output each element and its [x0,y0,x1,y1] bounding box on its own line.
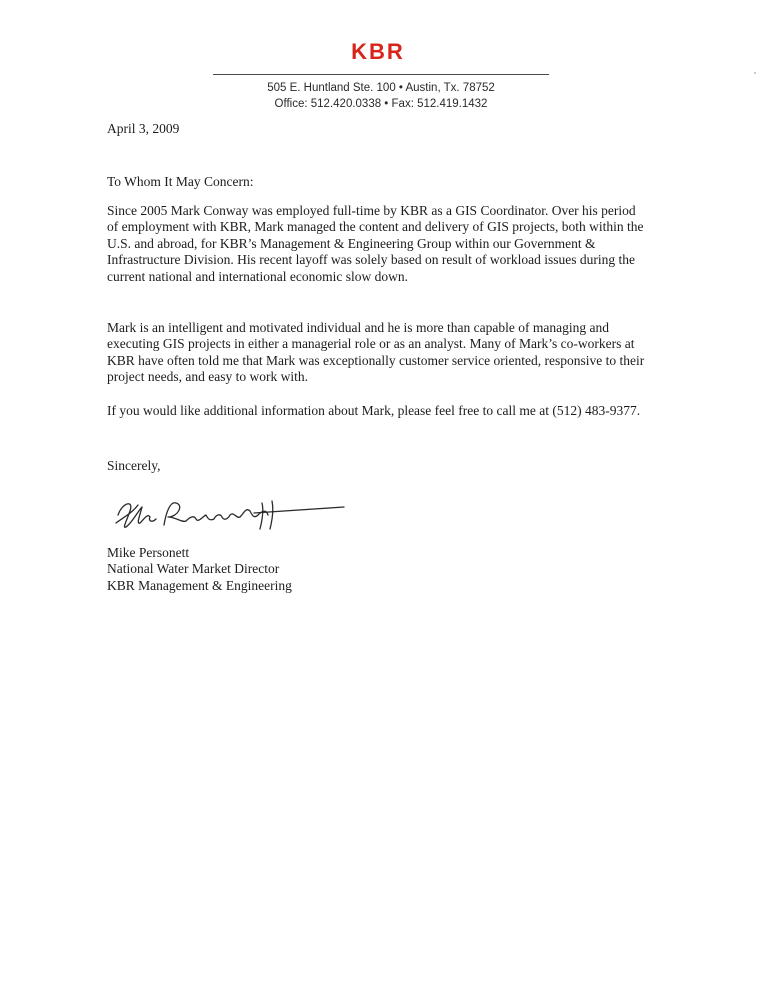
letter-closing: Sincerely, [107,458,161,473]
letterhead-rule [213,74,549,75]
letter-paragraph: Mark is an intelligent and motivated individual and he is more than capable of managing and executing GIS projects in either a managerial role or as an analyst. Many of Mark’s co-workers at KBR have often told me that Mark was exceptionally customer service oriented, responsive to their project needs, and easy to work with. [107,320,645,385]
scan-speck [754,72,756,74]
letter-date: April 3, 2009 [107,121,180,136]
letterhead-address: 505 E. Huntland Ste. 100 • Austin, Tx. 78752 [267,82,495,94]
letterhead-contact: Office: 512.420.0338 • Fax: 512.419.1432 [274,98,488,110]
kbr-logo: KBR [351,39,405,64]
signature-block [107,545,647,594]
signer-name: Mike Personett [107,545,190,560]
letter-paragraph: If you would like additional information about Mark, please feel free to call me at (512) 483-9377. [107,403,641,418]
letter-paragraph: Since 2005 Mark Conway was employed full-time by KBR as a GIS Coordinator. Over his period of employment with KBR, Mark managed the content and delivery of GIS projects, both within the U.S. and abroad, for KBR’s Management & Engineering Group within our Government & Infrastructure Division. His recent layoff was solely based on result of workload issues during the current national and international economic slow down. [107,203,644,284]
letterhead [0,0,768,120]
signer-title: National Water Market Director [107,561,280,577]
letter-greeting: To Whom It May Concern: [107,174,254,189]
handwritten-signature [112,493,352,543]
signer-organization: KBR Management & Engineering [107,577,292,593]
